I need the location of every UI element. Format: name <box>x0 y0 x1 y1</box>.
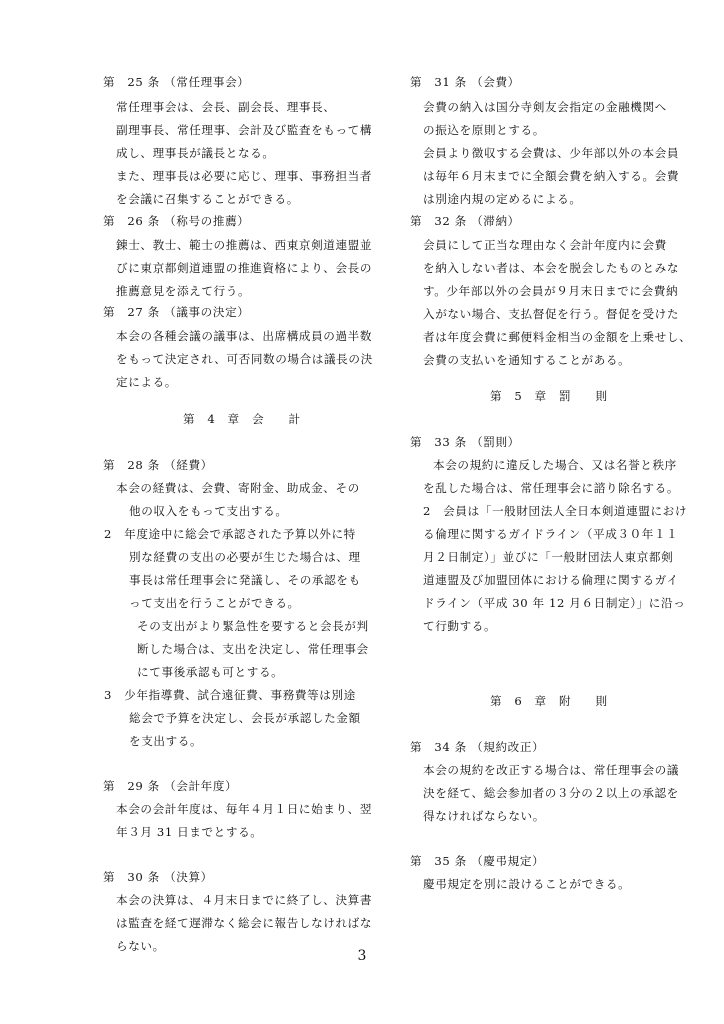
right-column-line: 慶弔規定を別に設けることができる。 <box>423 877 631 891</box>
left-column-line: 第 26 条 （称号の推薦） <box>103 214 250 228</box>
right-column-line: る倫理に関するガイドライン（平成３０年１１ <box>423 527 679 541</box>
right-column-line: 会員より徴収する会費は、少年部以外の本会員 <box>423 146 680 160</box>
left-column-line: 本会の決算は、４月末日までに終了し、決算書 <box>116 893 373 907</box>
left-column-line: 事長は常任理事会に発議し、その承認をも <box>129 573 361 587</box>
right-column-line: を乱した場合は、常任理事会に諮り除名する。 <box>423 481 680 495</box>
left-column-line: 第 28 条 （経費） <box>103 458 213 472</box>
right-column-line: す。少年部以外の会員が９月末日までに会費納 <box>423 284 679 298</box>
left-column-line: 第 4 章 会 計 <box>183 412 301 426</box>
left-column-line: その支出がより緊急性を要すると会長が判 <box>137 619 369 633</box>
left-column-line: 成し、理事長が議長となる。 <box>116 146 275 160</box>
right-column-line: 第 32 条 （滞納） <box>410 214 520 228</box>
right-column-line: 月２日制定）」並びに「一般財団法人東京都剣 <box>423 550 674 564</box>
right-column-line: 者は年度会費に郵便料金相当の金額を上乗せし、 <box>423 330 692 344</box>
left-column-line: 2 年度途中に総会で承認された予算以外に特 <box>104 527 356 541</box>
right-column-line: 決を経て、総会参加者の３分の２以上の承認を <box>423 786 679 800</box>
left-column-line: を支出する。 <box>129 734 203 748</box>
right-column-line: 会費の納入は国分寺剣友会指定の金融機関へ <box>423 100 667 114</box>
left-column-line: 3 少年指導費、試合遠征費、事務費等は別途 <box>104 688 356 702</box>
right-column-line: 会費の支払いを通知することがある。 <box>423 353 631 367</box>
left-column-line: 定による。 <box>116 375 177 389</box>
right-column-line: は別途内規の定めるによる。 <box>423 192 582 206</box>
page-number: 3 <box>357 948 367 964</box>
left-column-line: を会議に召集することができる。 <box>116 192 299 206</box>
right-column-line: の振込を原則とする。 <box>423 123 545 137</box>
left-column-line: 第 25 条 （常任理事会） <box>103 75 250 89</box>
right-column-line: 第 33 条 （罰則） <box>410 435 520 449</box>
left-column-line: 本会の会計年度は、毎年４月１日に始まり、翌 <box>116 802 373 816</box>
right-column-line: を納入しない者は、本会を脱会したものとみな <box>423 261 680 275</box>
right-column-line: 本会の規約を改正する場合は、常任理事会の議 <box>423 763 680 777</box>
right-column-line: ドライン（平成 30 年 12 月６日制定）」に沿っ <box>423 596 686 610</box>
right-column-line: 第 34 条 （規約改正） <box>410 740 545 754</box>
left-column-line: 副理事長、常任理事、会計及び監査をもって構 <box>116 123 373 137</box>
left-column-line: 本会の経費は、会費、寄附金、助成金、その <box>116 481 360 495</box>
left-column-line: 常任理事会は、会長、副会長、理事長、 <box>116 100 336 114</box>
left-column-line: は監査を経て遅滞なく総会に報告しなければな <box>116 916 373 930</box>
left-column-line: 第 27 条 （議事の決定） <box>103 305 250 319</box>
left-column-line: また、理事長は必要に応じ、理事、事務担当者 <box>116 169 373 183</box>
left-column-line: 断した場合は、支出を決定し、常任理事会 <box>137 642 369 656</box>
right-column-line: 得なければならない。 <box>423 809 545 823</box>
left-column-line: びに東京都剣道連盟の推進資格により、会長の <box>116 261 373 275</box>
right-column-line: て行動する。 <box>423 619 497 633</box>
left-column-line: 第 30 条 （決算） <box>103 870 213 884</box>
left-column-line: にて事後承認も可とする。 <box>137 665 284 679</box>
right-column-line: 会員にして正当な理由なく会計年度内に会費 <box>423 238 667 252</box>
left-column-line: 本会の各種会議の議事は、出席構成員の過半数 <box>116 329 373 343</box>
right-column-line: 本会の規約に違反した場合、又は名誉と秩序 <box>433 458 677 472</box>
left-column-line: 別な経費の支出の必要が生じた場合は、理 <box>129 550 361 564</box>
left-column-line: って支出を行うことができる。 <box>129 596 300 610</box>
left-column-line: をもって決定され、可否同数の場合は議長の決 <box>116 352 373 366</box>
left-column-line: らない。 <box>116 939 165 953</box>
right-column-line: 道連盟及び加盟団体における倫理に関するガイ <box>423 573 679 587</box>
left-column-line: 第 29 条 （会計年度） <box>103 779 238 793</box>
left-column-line: 年３月 31 日までとする。 <box>116 825 263 839</box>
left-column-line: 錬士、教士、範士の推薦は、西東京剣道連盟並 <box>116 238 373 252</box>
right-column-line: は毎年６月末までに全額会費を納入する。会費 <box>423 169 680 183</box>
left-column-line: 総会で予算を決定し、会長が承認した金額 <box>129 711 361 725</box>
right-column-line: 2 会員は「一般財団法人全日本剣道連盟におけ <box>423 504 688 518</box>
right-column-line: 第 31 条 （会費） <box>410 75 520 89</box>
right-column-line: 第 35 条 （慶弔規定） <box>410 854 545 868</box>
right-column-line: 第 6 章 附 則 <box>490 694 608 708</box>
left-column-line: 他の収入をもって支出する。 <box>129 504 288 518</box>
right-column-line: 入がない場合、支払督促を行う。督促を受けた <box>423 307 680 321</box>
left-column-line: 推薦意見を添えて行う。 <box>116 284 251 298</box>
right-column-line: 第 5 章 罰 則 <box>490 389 608 403</box>
